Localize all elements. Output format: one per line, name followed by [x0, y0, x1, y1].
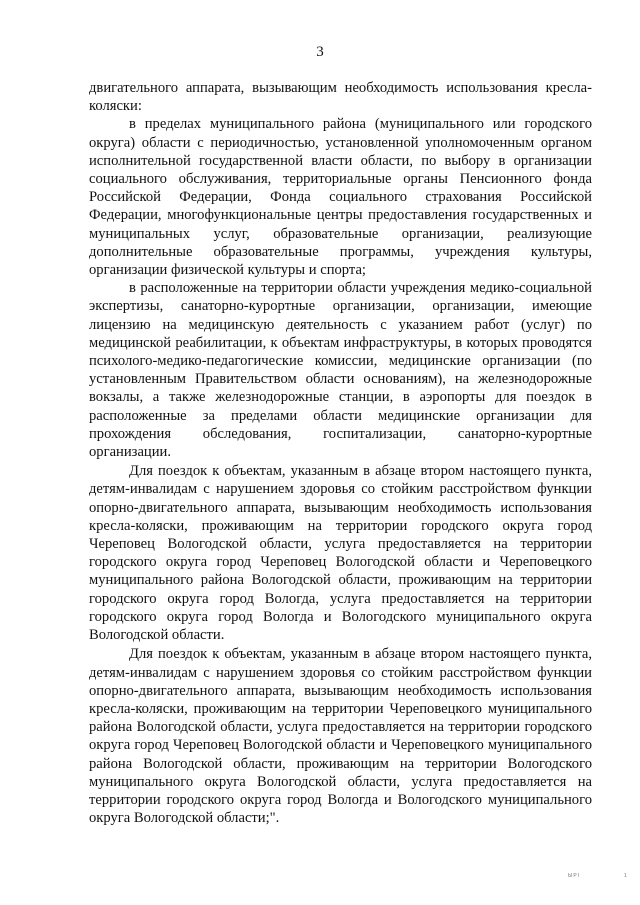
page-number: 3 — [316, 44, 324, 60]
footer-mark-secondary: 1 — [624, 873, 627, 879]
paragraph-cherepovets-district: Для поездок к объектам, указанным в абзаце втором настоящего пункта, детям-инвалидам с нарушением здоровья со стойким расстройством функции опорно-двигательного аппарата, вызывающим необходимость использования кресла-коляски, проживающим на территории Череповецкого муниципального района Вологодской области, услуга предоставляется на территории городского округа город Череповец Вологодской области и Череповецкого муниципального района Вологодской области, проживающим на территории Вологодского муниципального округа Вологодской области, услуга предоставляется на территории городского округа город Вологда и Вологодского муниципального округа Вологодской области;". — [89, 646, 592, 827]
footer-mark: ЫРІ — [568, 873, 581, 879]
document-body — [89, 79, 592, 827]
paragraph-continuation: двигательного аппарата, вызывающим необходимость использования кресла-коляски: — [89, 80, 592, 115]
paragraph-cherepovets: Для поездок к объектам, указанным в абзаце втором настоящего пункта, детям-инвалидам с нарушением здоровья со стойким расстройством функции опорно-двигательного аппарата, вызывающим необходимость использования кресла-коляски, проживающим на территории городского округа город Череповец Вологодской области, услуга предоставляется на территории городского округа город Череповец Вологодской области и Череповецкого муниципального района Вологодской области, проживающим на территории городского округа город Вологда, услуга предоставляется на территории городского округа город Вологда и Вологодского муниципального округа Вологодской области. — [89, 463, 592, 644]
paragraph-list-item-regional: в расположенные на территории области учреждения медико-социальной экспертизы, санаторно-курортные организации, организации, имеющие лицензию на медицинскую деятельность с указанием работ (услуг) по медицинской реабилитации, к объектам инфраструктуры, в которых проводятся психолого-медико-педагогические комиссии, медицинские организации (по установленным Правительством области основаниям), на железнодорожные вокзалы, а также железнодорожные станции, в аэропорты для поездок в расположенные за пределами области медицинские организации для прохождения обследования, госпитализации, санаторно-курортные организации. — [89, 280, 592, 461]
paragraph-list-item-municipal: в пределах муниципального района (муниципального или городского округа) области с периодичностью, установленной уполномоченным органом исполнительной государственной власти области, по выбору в организации социального обслуживания, территориальные органы Пенсионного фонда Российской Федерации, Фонда социального страхования Российской Федерации, многофункциональные центры предоставления государственных и муниципальных услуг, образовательные организации, реализующие дополнительные образовательные программы, учреждения культуры, организации физической культуры и спорта; — [89, 116, 592, 279]
